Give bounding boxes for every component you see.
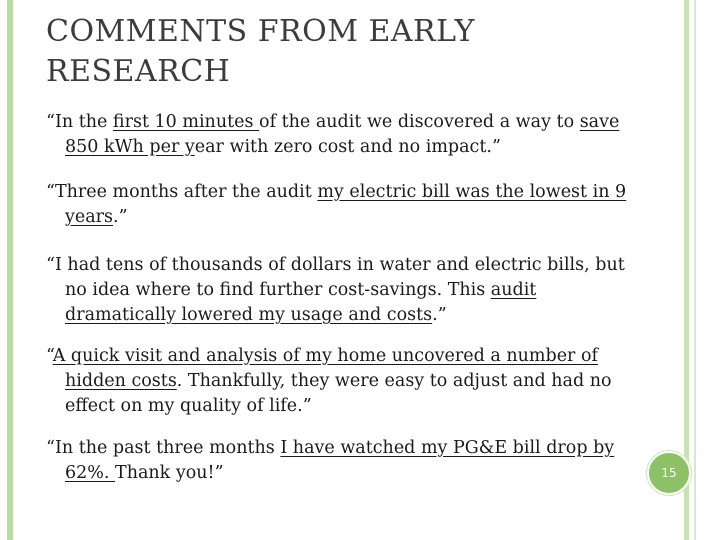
quote-text: “Three months after the audit xyxy=(46,182,318,202)
quote-text: . Thankfully, they were easy to adjust and had no effect on my quality of life.” xyxy=(65,371,612,416)
quote-text: “In the past three months xyxy=(46,438,281,458)
quote-highlight: A quick visit and analysis of my home uncovered a number of hidden costs xyxy=(52,346,598,391)
slide-title-line-2: RESEARCH xyxy=(46,54,231,89)
quote-highlight: first 10 minutes xyxy=(112,112,260,132)
quote-item xyxy=(46,344,646,419)
quote-highlight: my electric bill was the lowest in 9 years xyxy=(65,182,627,227)
quote-text: .” xyxy=(113,207,128,227)
quote-text: .” xyxy=(432,305,447,325)
quote-item xyxy=(46,180,646,230)
page-number-badge: 15 xyxy=(647,451,691,495)
quote-text: Thank you!” xyxy=(115,463,224,483)
quote-text: “I had tens of thousands of dollars in water and electric bills, but no idea where to find further cost-savings. This xyxy=(46,255,625,300)
quote-item xyxy=(46,253,646,328)
quote-highlight: audit dramatically lowered my usage and costs xyxy=(65,280,537,325)
quote-text: “ xyxy=(46,346,53,366)
slide-title xyxy=(46,12,646,92)
right-frame-inner-line xyxy=(694,0,696,540)
quote-highlight: I have watched my PG&E bill drop by 62%. xyxy=(65,438,615,483)
quote-highlight: save 850 kWh per y xyxy=(65,112,620,157)
quote-text: “In the xyxy=(46,112,113,132)
quote-text: of the audit we discovered a way to xyxy=(259,112,580,132)
left-frame-line xyxy=(7,0,13,540)
quote-item xyxy=(46,110,646,160)
slide-title-line-1: COMMENTS FROM EARLY xyxy=(46,14,475,49)
quote-item xyxy=(46,436,646,486)
quote-text: ear with zero cost and no impact.” xyxy=(194,137,501,157)
